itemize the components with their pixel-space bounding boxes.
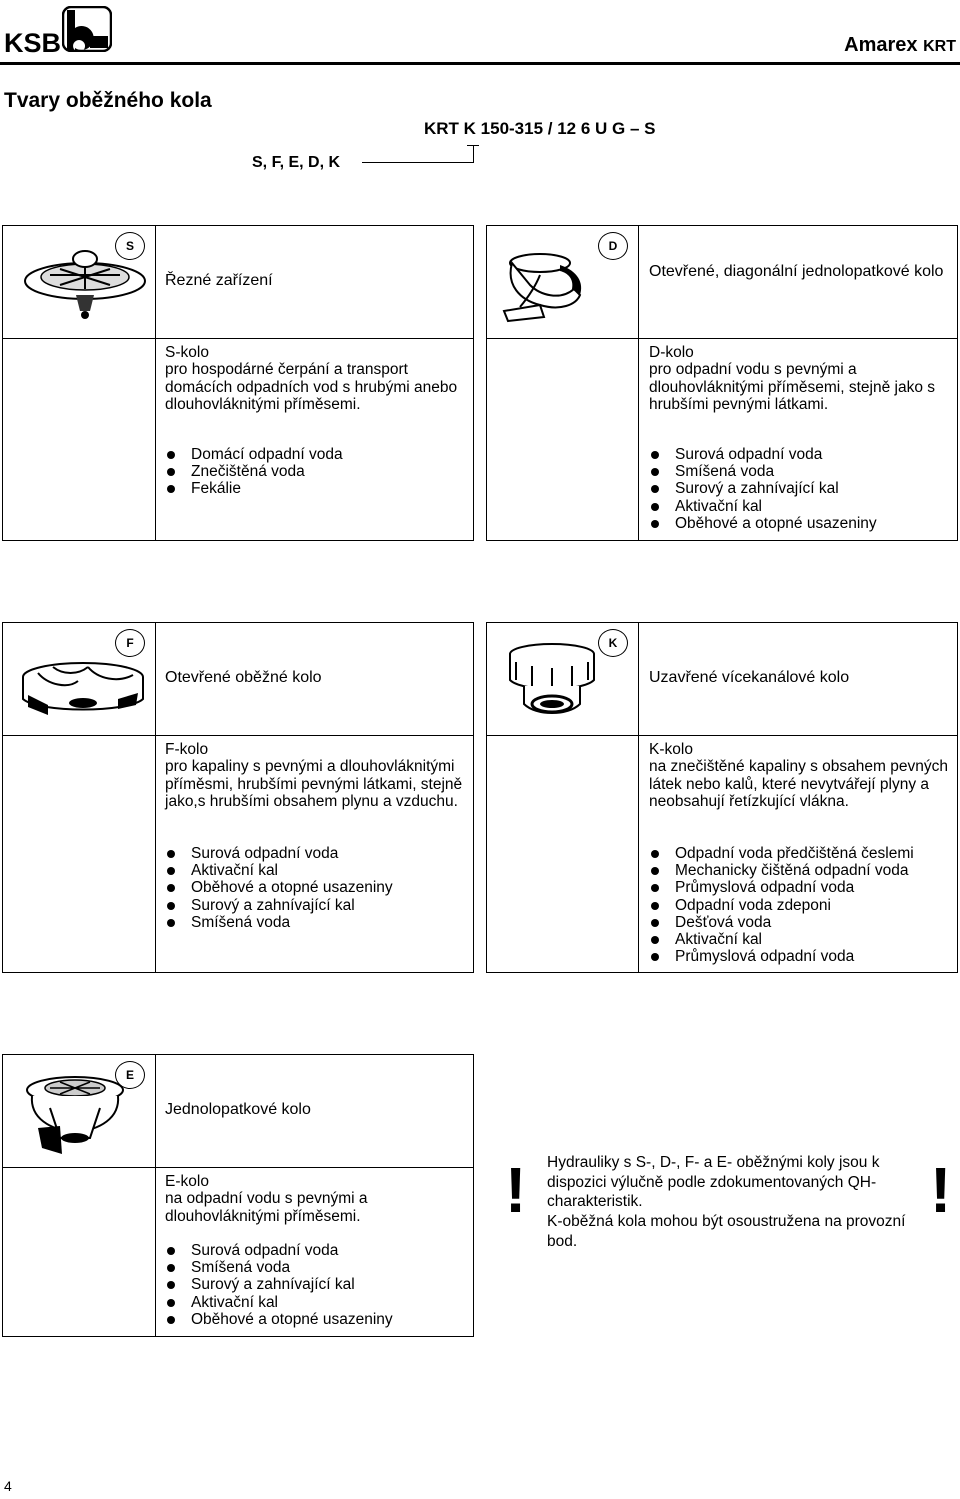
impeller-uses-list <box>649 446 877 532</box>
panel-divider <box>2 338 155 339</box>
impeller-uses-list <box>165 1242 393 1328</box>
impeller-name: E-kolo <box>165 1173 209 1190</box>
page-title: Tvary oběžného kola <box>4 89 212 112</box>
list-item: Odpadní voda zdeponi <box>649 897 914 914</box>
product-name <box>844 34 956 57</box>
list-item: Smíšená voda <box>165 914 393 931</box>
panel-divider <box>638 338 958 339</box>
impeller-description-text: na znečištěné kapaliny s obsahem pevných látek nebo kalů, které nevytvářejí plyny a neobsahují řetízkující vlákna. <box>649 758 948 810</box>
impeller-letter-badge: E <box>115 1061 145 1089</box>
impeller-heading: Otevřené, diagonální jednolopatkové kolo <box>649 263 944 280</box>
note-line-1: Hydrauliky s S-, D-, F- a E- oběžnými koly jsou k dispozici výlučně podle zdokumentovaných QH-charakteristik. <box>547 1154 880 1211</box>
type-code-pointer <box>362 162 474 163</box>
warning-mark-right: ! <box>930 1154 952 1226</box>
type-code-pointer-vertical <box>473 145 474 163</box>
impeller-heading: Uzavřené vícekanálové kolo <box>649 669 850 686</box>
impeller-name: S-kolo <box>165 344 209 361</box>
list-item: Surová odpadní voda <box>165 1242 393 1259</box>
list-item: Smíšená voda <box>649 463 877 480</box>
impeller-uses-list <box>165 446 343 498</box>
panel-divider <box>155 622 156 973</box>
impeller-heading: Jednolopatkové kolo <box>165 1101 311 1118</box>
closed-multichannel-impeller-icon <box>502 640 602 725</box>
list-item: Dešťová voda <box>649 914 914 931</box>
impeller-description <box>165 344 465 413</box>
list-item: Průmyslová odpadní voda <box>649 948 914 965</box>
panel-divider <box>486 735 638 736</box>
list-item: Aktivační kal <box>165 1294 393 1311</box>
impeller-letter-badge: K <box>598 629 628 657</box>
impeller-description-text: na odpadní vodu s pevnými a dlouhovláknitými příměsemi. <box>165 1190 368 1225</box>
impeller-name: F-kolo <box>165 741 209 758</box>
impeller-uses-list <box>165 845 393 931</box>
product-suffix: KRT <box>923 38 956 55</box>
impeller-description <box>649 741 949 810</box>
impeller-uses-list <box>649 845 914 965</box>
impeller-description <box>649 344 949 413</box>
diagonal-impeller-icon <box>500 245 590 325</box>
product-title: Amarex <box>844 34 918 56</box>
single-vane-impeller-icon <box>20 1068 140 1163</box>
hydraulics-note <box>547 1153 912 1252</box>
impeller-description-text: pro hospodárné čerpání a transport domácích odpadních vod s hrubými anebo dlouhovláknitými příměsemi. <box>165 361 458 413</box>
list-item: Znečištěná voda <box>165 463 343 480</box>
list-item: Domácí odpadní voda <box>165 446 343 463</box>
list-item: Surový a zahnívající kal <box>165 1276 393 1293</box>
open-impeller-icon <box>18 655 148 725</box>
panel-divider <box>155 338 474 339</box>
ksb-b-logo-icon <box>62 6 112 52</box>
list-item: Odpadní voda předčištěná česlemi <box>649 845 914 862</box>
impeller-heading: Otevřené oběžné kolo <box>165 669 322 686</box>
list-item: Aktivační kal <box>165 862 393 879</box>
list-item: Surová odpadní voda <box>165 845 393 862</box>
list-item: Aktivační kal <box>649 931 914 948</box>
list-item: Mechanicky čištěná odpadní voda <box>649 862 914 879</box>
impeller-heading: Řezné zařízení <box>165 272 273 289</box>
warning-mark-left: ! <box>505 1154 527 1226</box>
panel-divider <box>638 735 958 736</box>
impeller-description <box>165 1173 465 1225</box>
list-item: Surová odpadní voda <box>649 446 877 463</box>
impeller-letter-badge: D <box>598 232 628 260</box>
list-item: Aktivační kal <box>649 498 877 515</box>
list-item: Smíšená voda <box>165 1259 393 1276</box>
panel-divider <box>638 622 639 973</box>
panel-divider <box>638 225 639 541</box>
cutting-impeller-icon <box>20 245 150 325</box>
logo-text: KSB <box>4 28 62 58</box>
type-code: KRT K 150-315 / 12 6 U G – S <box>424 119 656 138</box>
list-item: Oběhové a otopné usazeniny <box>165 879 393 896</box>
panel-divider <box>2 1167 155 1168</box>
impeller-letter-badge: F <box>115 629 145 657</box>
list-item: Průmyslová odpadní voda <box>649 879 914 896</box>
impeller-letter-badge: S <box>115 232 145 260</box>
panel-divider <box>486 338 638 339</box>
list-item: Fekálie <box>165 480 343 497</box>
header-rule <box>0 62 960 65</box>
ksb-logo <box>4 4 116 56</box>
panel-divider <box>155 735 474 736</box>
list-item: Oběhové a otopné usazeniny <box>649 515 877 532</box>
impeller-description-text: pro kapaliny s pevnými a dlouhovláknitými příměsmi, hrubšími pevnými látkami, stejně jako,s hrubšími obsahem plynu a vzduchu. <box>165 758 463 810</box>
panel-divider <box>2 735 155 736</box>
panel-divider <box>155 1167 474 1168</box>
impeller-name: D-kolo <box>649 344 694 361</box>
list-item: Surový a zahnívající kal <box>649 480 877 497</box>
panel-divider <box>155 1054 156 1337</box>
list-item: Surový a zahnívající kal <box>165 897 393 914</box>
type-code-pointer-tick <box>467 145 479 146</box>
type-code-options: S, F, E, D, K <box>252 154 341 171</box>
list-item: Oběhové a otopné usazeniny <box>165 1311 393 1328</box>
impeller-name: K-kolo <box>649 741 693 758</box>
panel-divider <box>155 225 156 541</box>
impeller-description-text: pro odpadní vodu s pevnými a dlouhovláknitými příměsemi, stejně jako s hrubšími pevnými látkami. <box>649 361 936 413</box>
page-number: 4 <box>4 1478 12 1494</box>
impeller-description <box>165 741 465 810</box>
note-line-2: K-oběžná kola mohou být osoustružena na provozní bod. <box>547 1213 906 1250</box>
